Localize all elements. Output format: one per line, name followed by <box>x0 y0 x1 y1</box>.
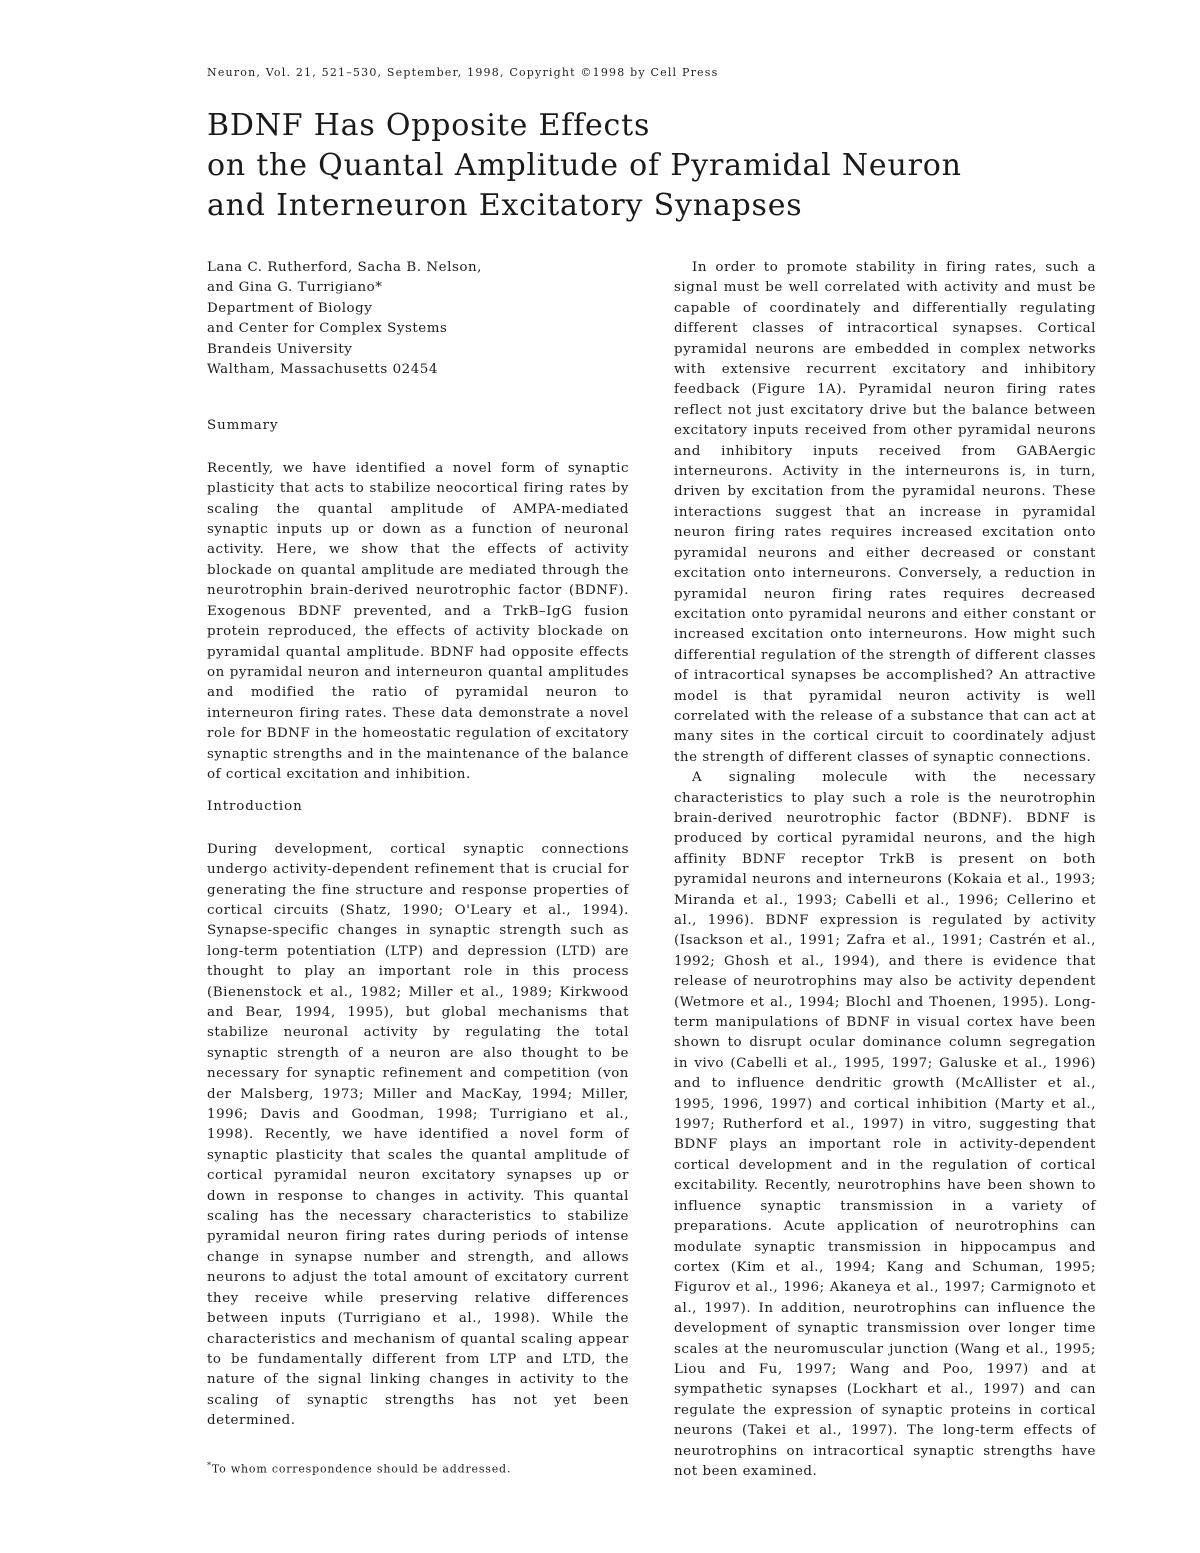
body-paragraph: In order to promote stability in firing rates, such a signal must be well correlated with activity and must be capable of coordinately and differentially regulating different classes of intracortical synapses. Cortical pyramidal neurons are embedded in complex networks with extensive recurrent excitatory and inhibitory feedback (Figure 1A). Pyramidal neuron firing rates reflect not just excitatory drive but the balance between excitatory inputs received from other pyramidal neurons and inhibitory inputs received from GABAergic interneurons. Activity in the interneurons is, in turn, driven by excitation from the pyramidal neurons. These interactions suggest that an increase in pyramidal neuron firing rates requires increased excitation onto pyramidal neurons and either decreased or constant excitation onto interneurons. Conversely, a reduction in pyramidal neuron firing rates requires decreased excitation onto pyramidal neurons and either constant or increased excitation onto interneurons. How might such differential regulation of the strength of different classes of intracortical synapses be accomplished? An attractive model is that pyramidal neuron activity is well correlated with the release of a substance that can act at many sites in the cortical circuit to coordinately adjust the strength of different classes of synaptic connections. <box>674 260 1096 765</box>
summary-heading: Summary <box>207 418 279 434</box>
journal-citation: Neuron, Vol. 21, 521–530, September, 1998, Copyright ©1998 by Cell Press <box>207 66 719 79</box>
correspondence-footnote <box>207 1461 511 1476</box>
title-line: on the Quantal Amplitude of Pyramidal Neuron <box>207 148 962 183</box>
body-paragraph: A signaling molecule with the necessary characteristics to play such a role is the neurotrophin brain-derived neurotrophic factor (BDNF). BDNF is produced by cortical pyramidal neurons, and the high affinity BDNF receptor TrkB is present on both pyramidal neurons and interneurons (Kokaia et al., 1993; Miranda et al., 1993; Cabelli et al., 1996; Cellerino et al., 1996). BDNF expression is regulated by activity (Isackson et al., 1991; Zafra et al., 1991; Castrén et al., 1992; Ghosh et al., 1994), and there is evidence that release of neurotrophins may also be activity dependent (Wetmore et al., 1994; Blochl and Thoenen, 1995). Long-term manipulations of BDNF in visual cortex have been shown to disrupt ocular dominance column segregation in vivo (Cabelli et al., 1995, 1997; Galuske et al., 1996) and to influence dendritic growth (McAllister et al., 1995, 1996, 1997) and cortical inhibition (Marty et al., 1997; Rutherford et al., 1997) in vitro, suggesting that BDNF plays an important role in activity-dependent cortical development and in the regulation of cortical excitability. Recently, neurotrophins have been shown to influence synaptic transmission in a variety of preparations. Acute application of neurotrophins can modulate synaptic transmission in hippocampus and cortex (Kim et al., 1994; Kang and Schuman, 1995; Figurov et al., 1996; Akaneya et al., 1997; Carmignoto et al., 1997). In addition, neurotrophins can influence the development of synaptic transmission over longer time scales at the neuromuscular junction (Wang et al., 1995; Liou and Fu, 1997; Wang and Poo, 1997) and at sympathetic synapses (Lockhart et al., 1997) and can regulate the expression of synaptic proteins in cortical neurons (Takei et al., 1997). The long-term effects of neurotrophins on intracortical synaptic strengths have not been examined. <box>674 770 1096 1479</box>
affiliation-line: Waltham, Massachusetts 02454 <box>207 362 438 378</box>
introduction-heading: Introduction <box>207 799 303 815</box>
footnote-marker: * <box>207 1461 212 1470</box>
article-title <box>207 106 1107 226</box>
right-column <box>674 258 1096 1482</box>
affiliation-line: Brandeis University <box>207 341 353 357</box>
author-affiliation-block <box>207 258 629 380</box>
left-column <box>207 258 629 1432</box>
author-line: Lana C. Rutherford, Sacha B. Nelson, <box>207 260 482 275</box>
introduction-text: During development, cortical synaptic connections undergo activity-dependent refinement that is crucial for generating the fine structure and response properties of cortical circuits (Shatz, 1990; O'Leary et al., 1994). Synapse-specific changes in synaptic strength such as long-term potentiation (LTP) and depression (LTD) are thought to play an important role in this process (Bienenstock et al., 1982; Miller et al., 1989; Kirkwood and Bear, 1994, 1995), but global mechanisms that stabilize neuronal activity by regulating the total synaptic strength of a neuron are also thought to be necessary for synaptic refinement and competition (von der Malsberg, 1973; Miller and MacKay, 1994; Miller, 1996; Davis and Goodman, 1998; Turrigiano et al., 1998). Recently, we have identified a novel form of synaptic plasticity that scales the quantal amplitude of cortical pyramidal neuron excitatory synapses up or down in response to changes in activity. This quantal scaling has the necessary characteristics to stabilize pyramidal neuron firing rates during periods of intense change in synapse number and strength, and allows neurons to adjust the total amount of excitatory current they receive while preserving relative differences between inputs (Turrigiano et al., 1998). While the characteristics and mechanism of quantal scaling appear to be fundamentally different from LTP and LTD, the nature of the signal linking changes in activity to the scaling of synaptic strengths has not yet been determined. <box>207 841 629 1429</box>
footnote-text: To whom correspondence should be addressed. <box>211 1462 512 1476</box>
author-line: and Gina G. Turrigiano* <box>207 280 383 296</box>
affiliation-line: and Center for Complex Systems <box>207 321 448 337</box>
title-line: and Interneuron Excitatory Synapses <box>207 188 803 223</box>
affiliation-line: Department of Biology <box>207 300 373 316</box>
title-line: BDNF Has Opposite Effects <box>207 108 651 143</box>
summary-text: Recently, we have identified a novel form of synaptic plasticity that acts to stabilize neocortical firing rates by scaling the quantal amplitude of AMPA-mediated synaptic inputs up or down as a function of neuronal activity. Here, we show that the effects of activity blockade on quantal amplitude are mediated through the neurotrophin brain-derived neurotrophic factor (BDNF). Exogenous BDNF prevented, and a TrkB–IgG fusion protein reproduced, the effects of activity blockade on pyramidal quantal amplitude. BDNF had opposite effects on pyramidal neuron and interneuron quantal amplitudes and modified the ratio of pyramidal neuron to interneuron firing rates. These data demonstrate a novel role for BDNF in the homeostatic regulation of excitatory synaptic strengths and in the maintenance of the balance of cortical excitation and inhibition. <box>207 460 629 782</box>
